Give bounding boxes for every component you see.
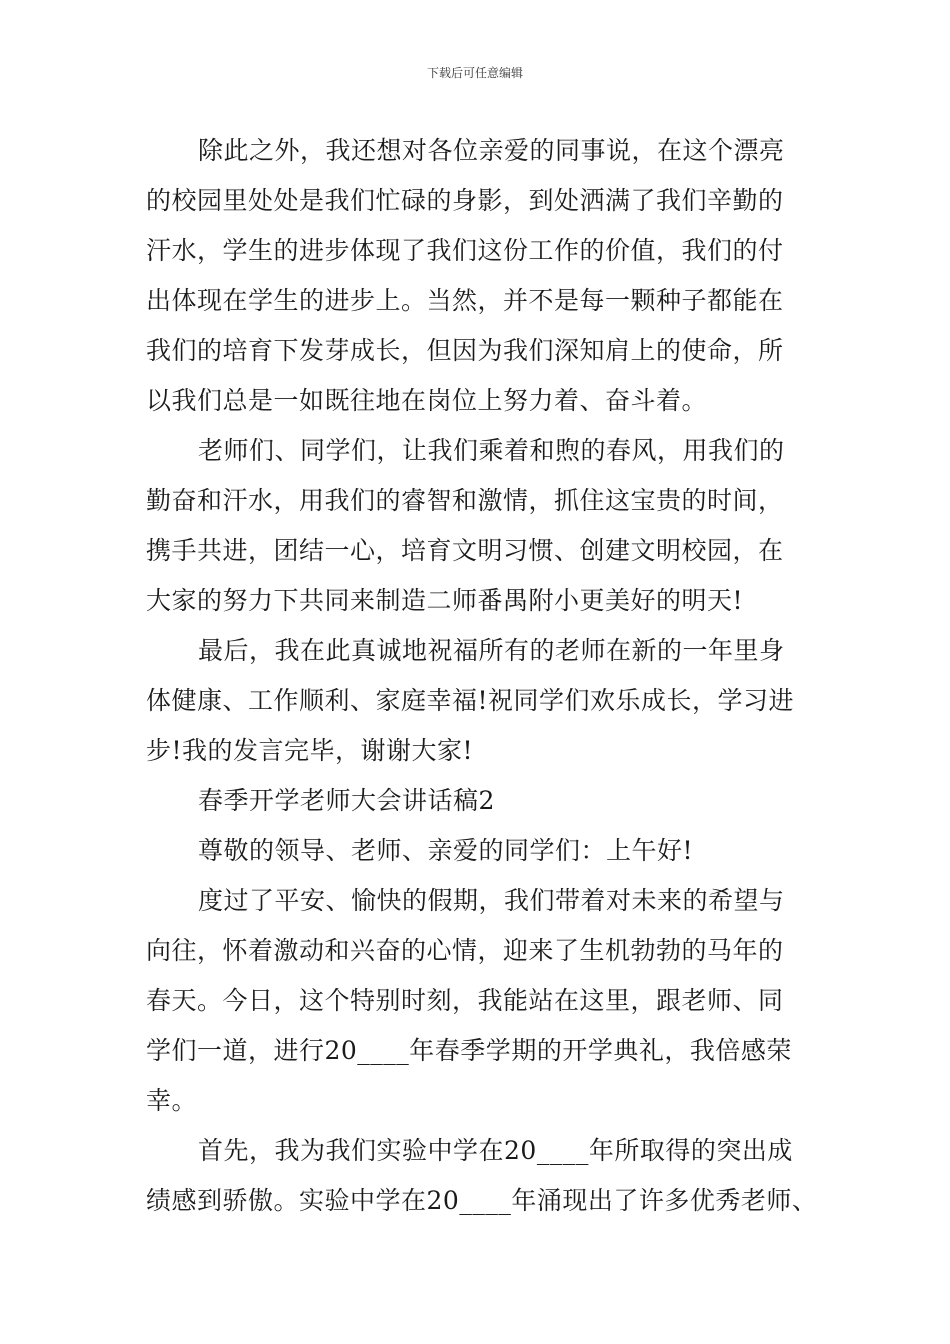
text-line: 学们一道，进行20____年春季学期的开学典礼，我倍感荣 (146, 1036, 792, 1065)
page-header: 下载后可任意编辑 (426, 66, 523, 80)
text-line: 向往，怀着激动和兴奋的心情，迎来了生机勃勃的马年的 (146, 936, 784, 965)
text-line: 的校园里处处是我们忙碌的身影，到处洒满了我们辛勤的 (146, 186, 784, 215)
text-line: 以我们总是一如既往地在岗位上努力着、奋斗着。 (146, 386, 708, 415)
text-line: 最后，我在此真诚地祝福所有的老师在新的一年里身 (198, 636, 785, 665)
text-line: 汗水，学生的进步体现了我们这份工作的价值，我们的付 (146, 236, 784, 265)
text-line: 步!我的发言完毕，谢谢大家! (146, 736, 474, 765)
document-body (146, 126, 816, 1226)
section-title: 春季开学老师大会讲话稿2 (198, 786, 495, 815)
text-line: 携手共进，团结一心，培育文明习惯、创建文明校园，在 (146, 536, 784, 565)
text-line: 春天。今日，这个特别时刻，我能站在这里，跟老师、同 (146, 986, 784, 1015)
text-line: 度过了平安、愉快的假期，我们带着对未来的希望与 (198, 886, 785, 915)
text-line: 老师们、同学们，让我们乘着和煦的春风，用我们的 (198, 436, 785, 465)
text-line: 大家的努力下共同来制造二师番禺附小更美好的明天! (146, 586, 744, 615)
text-line: 除此之外，我还想对各位亲爱的同事说，在这个漂亮 (198, 136, 785, 165)
text-line: 我们的培育下发芽成长，但因为我们深知肩上的使命，所 (146, 336, 784, 365)
text-line: 勤奋和汗水，用我们的睿智和激情，抓住这宝贵的时间， (146, 486, 784, 515)
text-line: 体健康、工作顺利、家庭幸福!祝同学们欢乐成长，学习进 (146, 686, 795, 715)
text-line: 首先，我为我们实验中学在20____年所取得的突出成 (198, 1136, 793, 1165)
text-line: 幸。 (146, 1086, 198, 1115)
salutation: 尊敬的领导、老师、亲爱的同学们：上午好! (198, 836, 694, 865)
text-line: 出体现在学生的进步上。当然，并不是每一颗种子都能在 (146, 286, 784, 315)
text-line: 绩感到骄傲。实验中学在20____年涌现出了许多优秀老师、 (146, 1186, 818, 1215)
